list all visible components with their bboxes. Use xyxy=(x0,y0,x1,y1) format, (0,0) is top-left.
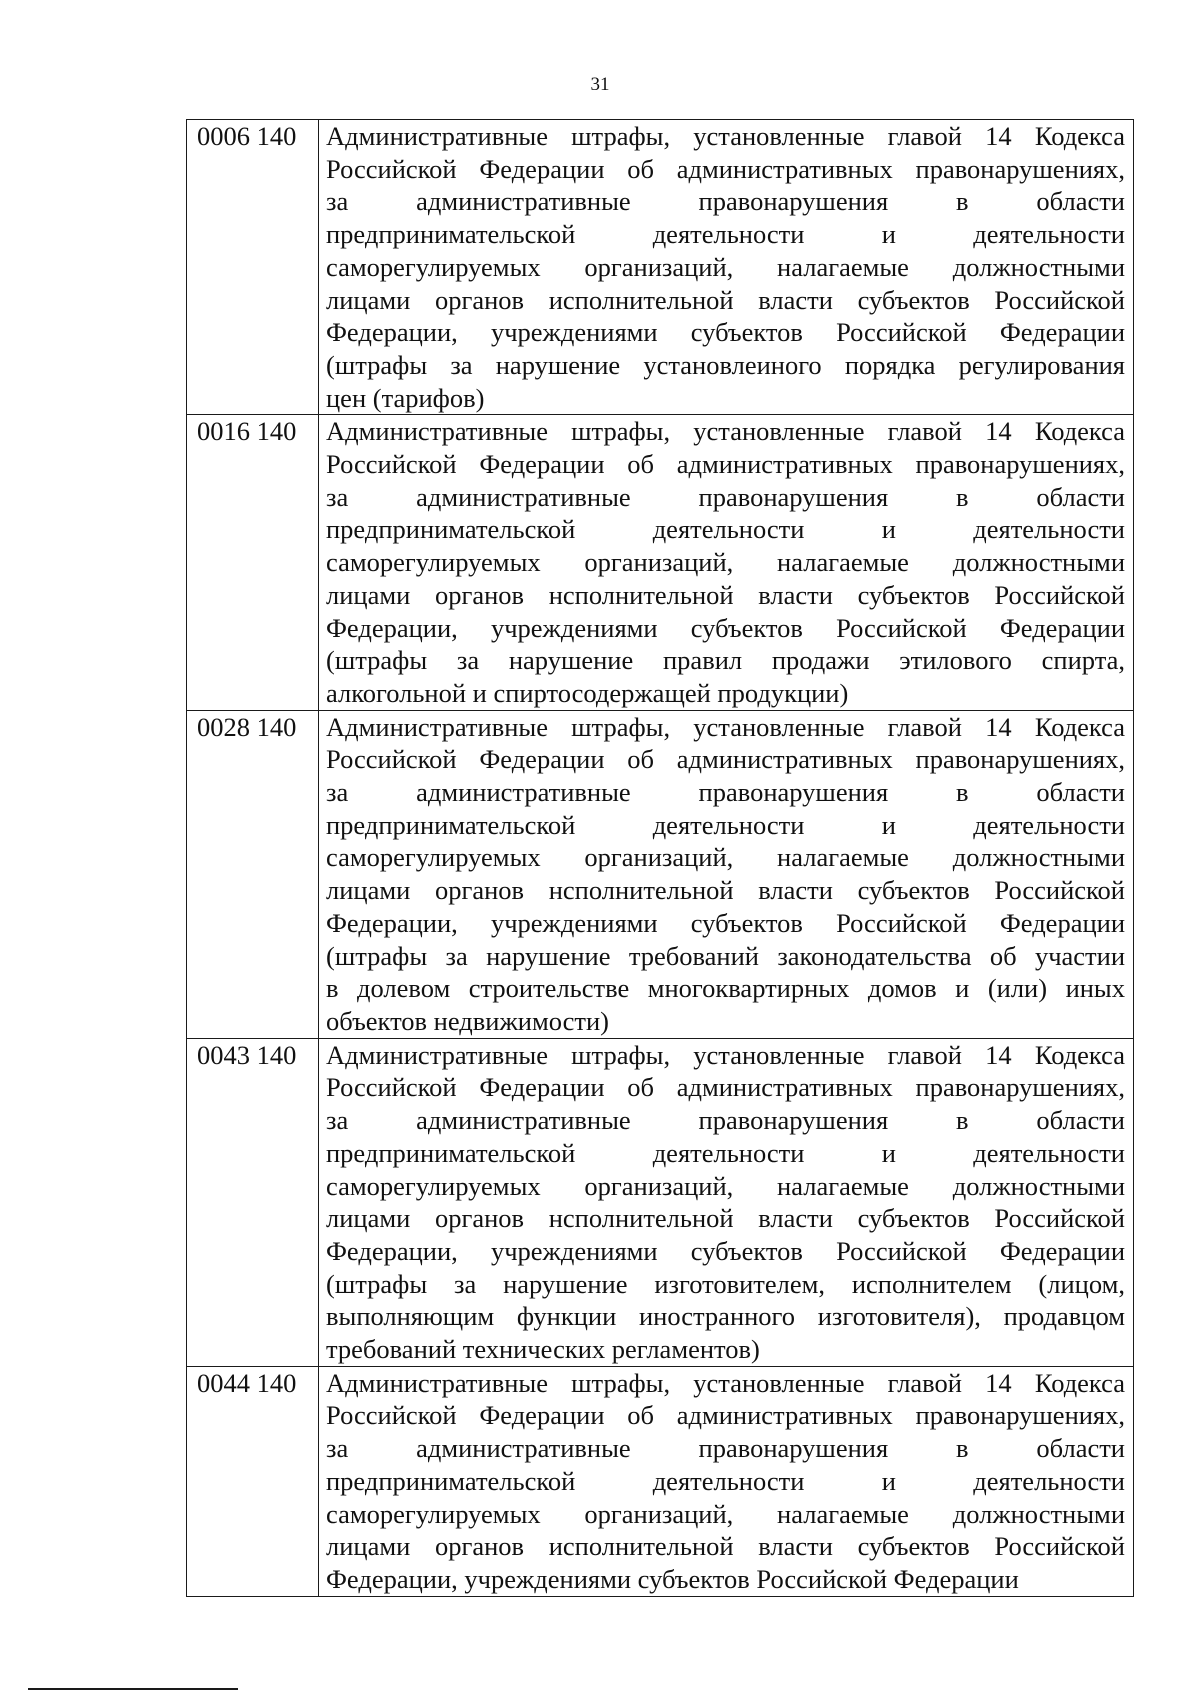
code-cell: 0006 140 xyxy=(187,120,319,415)
description-line: цен (тарифов) xyxy=(326,382,485,413)
page-number: 31 xyxy=(590,74,610,95)
code-cell: 0016 140 xyxy=(187,415,319,710)
description-line: саморегулируемых организаций, налагаемые должностными xyxy=(326,1498,1125,1529)
table-row xyxy=(187,1038,1134,1366)
description-line: саморегулируемых организаций, налагаемые должностными xyxy=(326,251,1125,282)
description-line: за административные правонарушения в области xyxy=(326,186,1125,217)
description-line: за административные правонарушения в области xyxy=(326,1105,1125,1136)
table-row xyxy=(187,120,1134,415)
description-line: предпринимательской деятельности и деятельности xyxy=(326,1465,1125,1496)
description-line: предпринимательской деятельности и деятельности xyxy=(326,514,1125,545)
description-line: за административные правонарушения в области xyxy=(326,1433,1125,1464)
description-line: Административные штрафы, установленные главой 14 Кодекса xyxy=(326,711,1125,742)
description-line: Федерации, учреждениями субъектов Российской Федерации xyxy=(326,1235,1125,1266)
description-line: лицами органов нсполнительной власти субъектов Российской xyxy=(326,1203,1125,1234)
code-cell: 0044 140 xyxy=(187,1366,319,1596)
description-line: предпринимательской деятельности и деятельности xyxy=(326,219,1125,250)
description-line: за административные правонарушения в области xyxy=(326,481,1125,512)
description-line: (штрафы за нарушение изготовителем, исполнителем (лицом, xyxy=(326,1268,1125,1299)
description-line: лицами органов нсполнительной власти субъектов Российской xyxy=(326,579,1125,610)
description-cell xyxy=(319,710,1134,1038)
description-line: объектов недвижимости) xyxy=(326,1005,609,1036)
code-cell: 0028 140 xyxy=(187,710,319,1038)
description-line: саморегулируемых организаций, налагаемые должностными xyxy=(326,1170,1125,1201)
code-cell: 0043 140 xyxy=(187,1038,319,1366)
description-line: Федерации, учреждениями субъектов Российской Федерации xyxy=(326,317,1125,348)
description-line: лицами органов исполнительной власти субъектов Российской xyxy=(326,284,1125,315)
description-line: Административные штрафы, установленные главой 14 Кодекса xyxy=(326,1367,1125,1398)
description-cell xyxy=(319,1366,1134,1596)
description-line: алкогольной и спиртосодержащей продукции) xyxy=(326,677,849,708)
description-line: Административные штрафы, установленные главой 14 Кодекса xyxy=(326,1039,1125,1070)
table-row xyxy=(187,1366,1134,1596)
description-line: (штрафы за нарушение требований законодательства об участии xyxy=(326,940,1125,971)
description-cell xyxy=(319,1038,1134,1366)
description-line: Административные штрафы, установленные главой 14 Кодекса xyxy=(326,121,1125,151)
description-line: за административные правонарушения в области xyxy=(326,777,1125,808)
table-row xyxy=(187,415,1134,710)
description-line: Федерации, учреждениями субъектов Российской Федерации xyxy=(326,1563,1019,1594)
description-line: Российской Федерации об административных правонарушениях, xyxy=(326,1072,1125,1103)
description-line: саморегулируемых организаций, налагаемые должностными xyxy=(326,547,1125,578)
description-line: выполняющим функции иностранного изготовителя), продавцом xyxy=(326,1301,1125,1332)
table-row xyxy=(187,710,1134,1038)
description-line: лицами органов исполнительной власти субъектов Российской xyxy=(326,1531,1125,1562)
description-line: (штрафы за нарушение правил продажи этилового спирта, xyxy=(326,645,1125,676)
description-line: Российской Федерации об административных правонарушениях, xyxy=(326,449,1125,480)
description-line: (штрафы за нарушение установлеиного порядка регулирования xyxy=(326,349,1125,380)
description-line: Российской Федерации об административных правонарушениях, xyxy=(326,1400,1125,1431)
description-line: Российской Федерации об административных правонарушениях, xyxy=(326,153,1125,184)
footnote-rule xyxy=(28,1688,238,1690)
description-line: саморегулируемых организаций, налагаемые должностными xyxy=(326,842,1125,873)
description-line: лицами органов нсполнительной власти субъектов Российской xyxy=(326,875,1125,906)
description-line: Федерации, учреждениями субъектов Российской Федерации xyxy=(326,612,1125,643)
description-line: Административные штрафы, установленные главой 14 Кодекса xyxy=(326,416,1125,447)
description-line: Российской Федерации об административных правонарушениях, xyxy=(326,744,1125,775)
description-line: предпринимательской деятельности и деятельности xyxy=(326,809,1125,840)
description-line: в долевом строительстве многоквартирных домов и (или) иных xyxy=(326,973,1125,1004)
description-cell xyxy=(319,120,1134,415)
description-cell xyxy=(319,415,1134,710)
description-line: Федерации, учреждениями субъектов Российской Федерации xyxy=(326,907,1125,938)
budget-codes-table xyxy=(186,119,1134,1597)
description-line: требований технических регламентов) xyxy=(326,1334,760,1365)
description-line: предпринимательской деятельности и деятельности xyxy=(326,1137,1125,1168)
